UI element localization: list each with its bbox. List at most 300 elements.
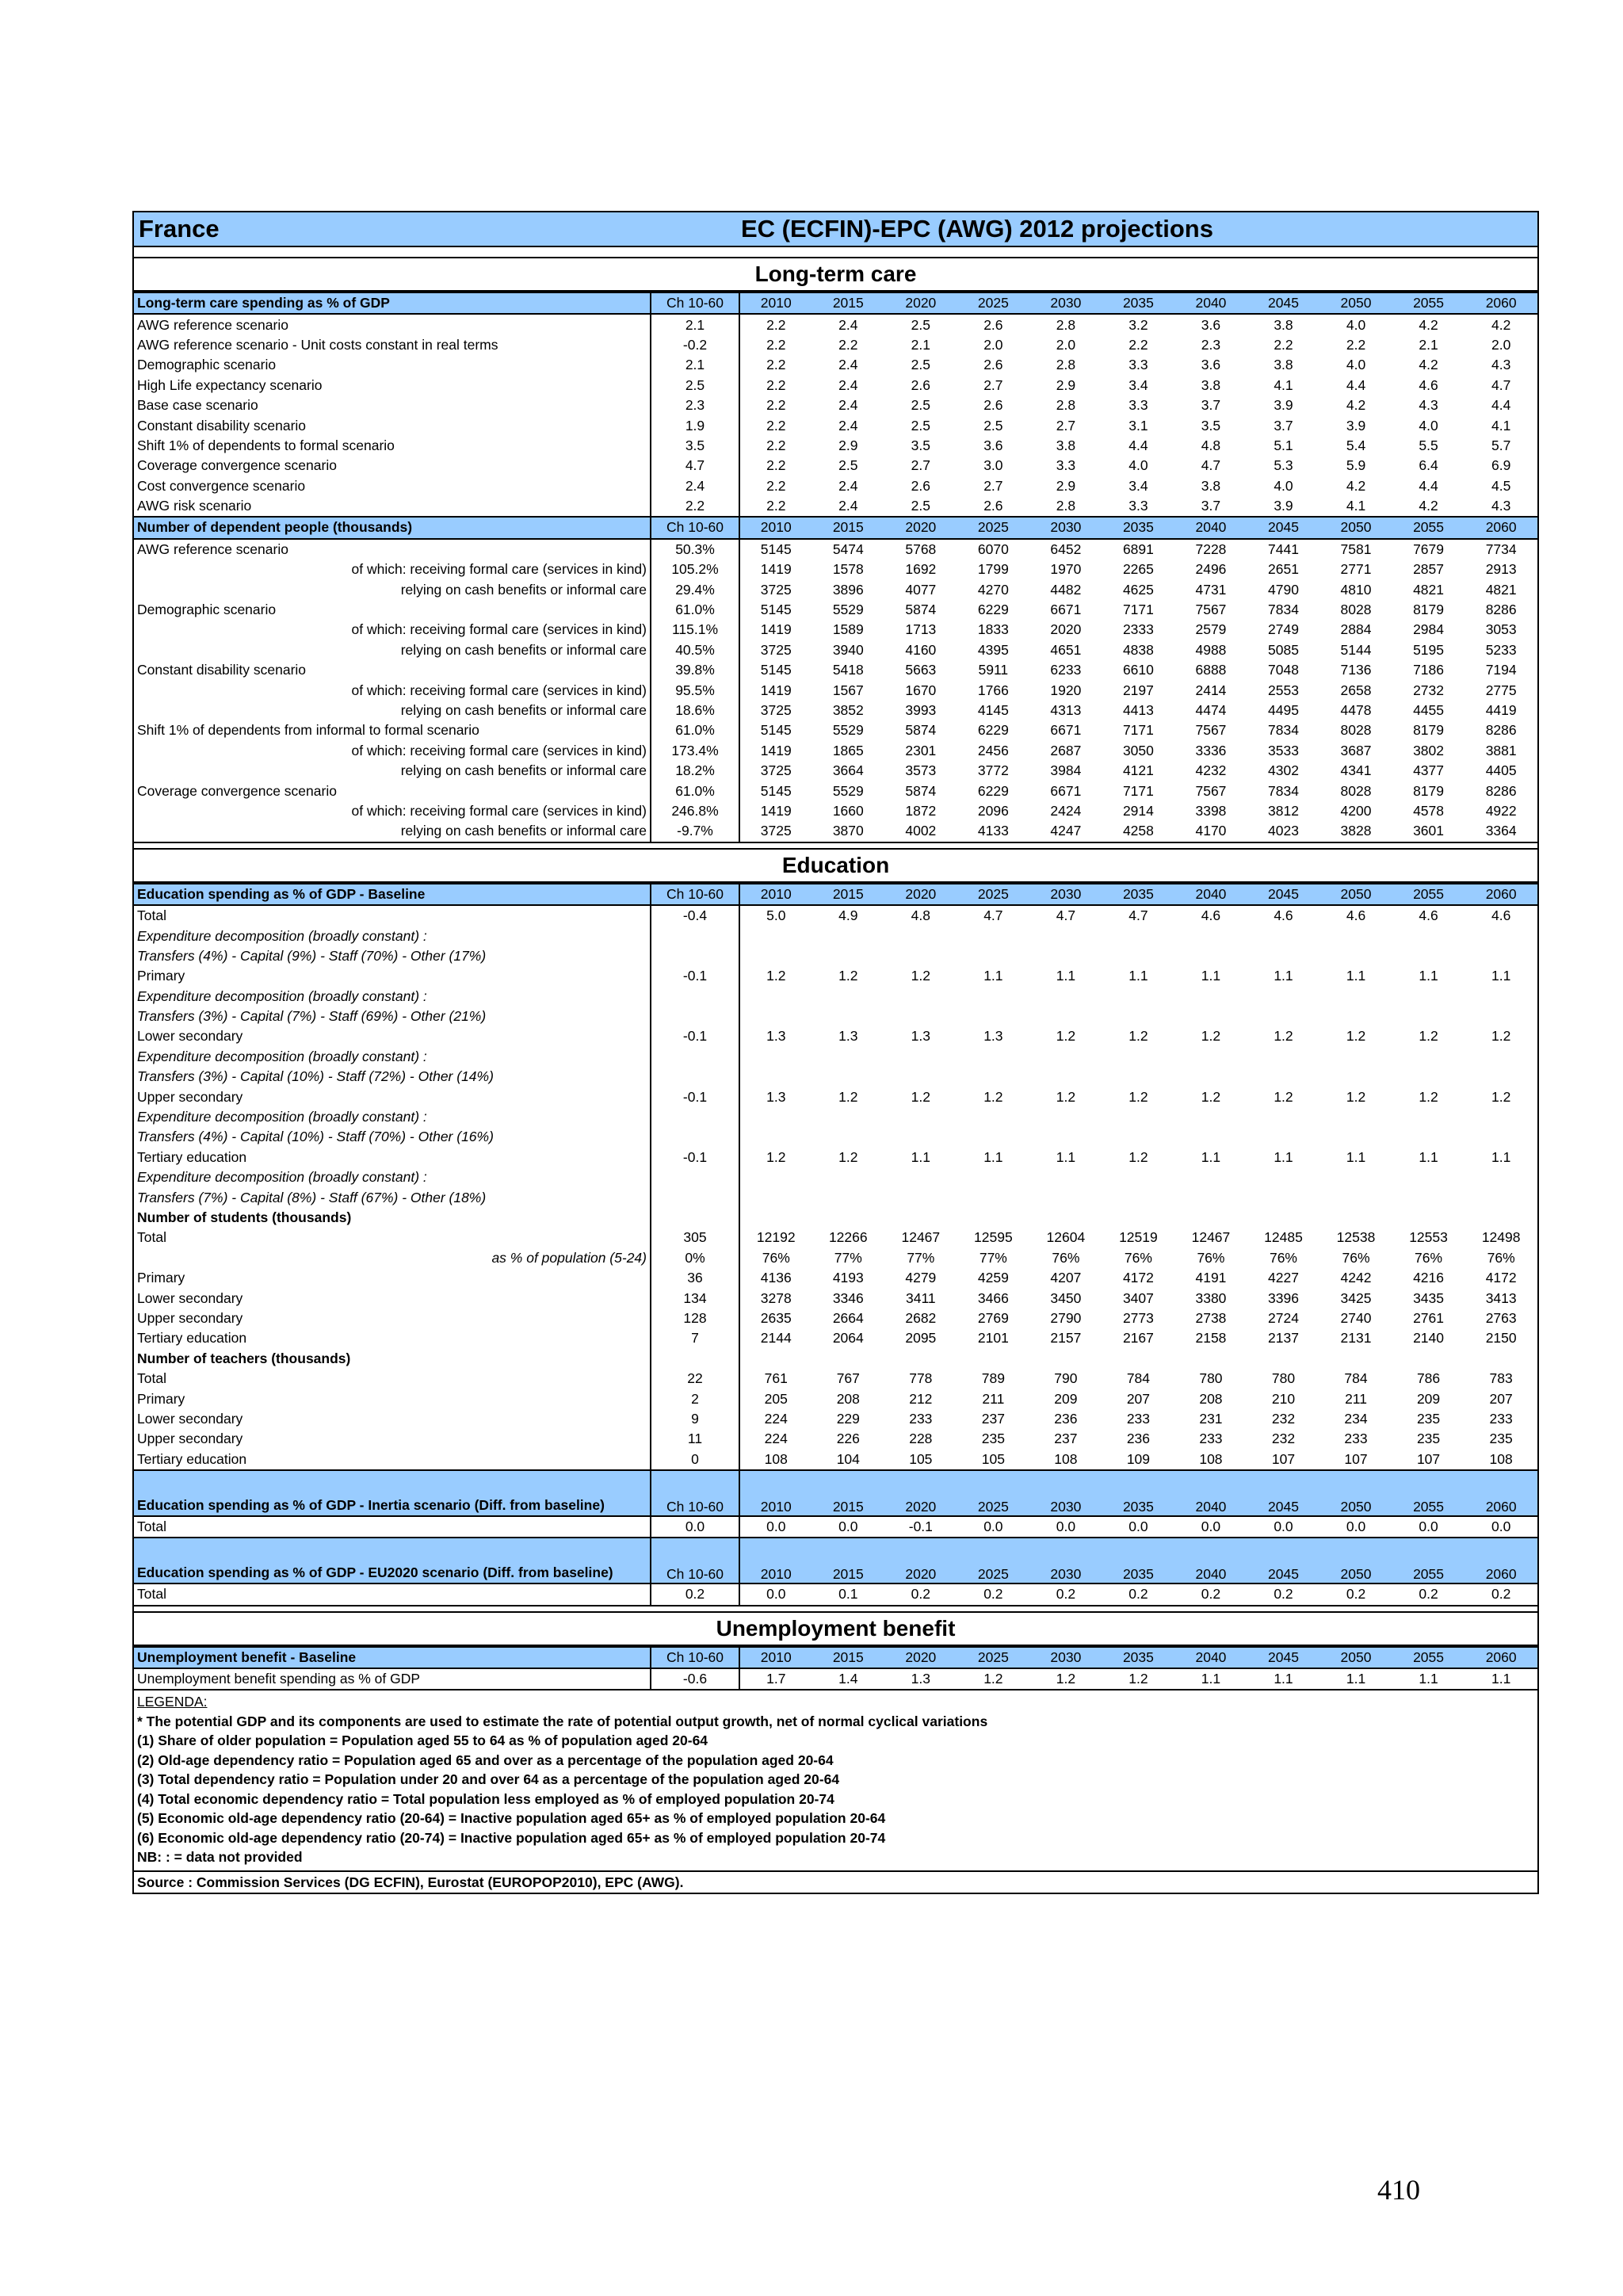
row-value [1174, 926, 1247, 946]
header-year: 2035 [1102, 517, 1175, 538]
section-education: Education [134, 850, 1537, 883]
row-change: -0.1 [651, 966, 739, 986]
row-value: 4395 [977, 641, 1009, 658]
row-value [1465, 1107, 1537, 1127]
row-value [1465, 1167, 1537, 1187]
row-value: 5145 [760, 602, 792, 618]
row-label: Upper secondary [134, 1308, 651, 1328]
row-value [884, 1187, 957, 1207]
header-year: 2025 [957, 517, 1030, 538]
row-value [1465, 946, 1537, 966]
row-change [651, 926, 739, 946]
row-value: 4.7 [1128, 907, 1148, 924]
row-value: 2.2 [766, 397, 786, 414]
row-value [957, 987, 1030, 1007]
row-value: 3.3 [1128, 498, 1148, 514]
row-value: 3852 [832, 702, 864, 718]
header-year: 2040 [1174, 1647, 1247, 1668]
row-value [1247, 1107, 1320, 1127]
row-value: 108 [1199, 1450, 1223, 1467]
row-value: 4279 [905, 1270, 937, 1286]
row-value: 4.2 [1491, 316, 1511, 333]
row-value: 4821 [1485, 581, 1517, 598]
table-row [134, 1007, 1537, 1026]
table-row [134, 376, 1537, 395]
row-change: 22 [651, 1369, 739, 1389]
row-value: 790 [1054, 1370, 1078, 1387]
row-value: 3.6 [983, 437, 1003, 453]
header-year: 2015 [812, 1470, 885, 1516]
header-year: 2015 [812, 1647, 885, 1668]
row-value: 0.2 [1102, 1584, 1175, 1605]
row-value: 1419 [760, 802, 792, 819]
header-year: 2050 [1319, 1538, 1392, 1584]
row-value: 4.2 [1419, 498, 1438, 514]
row-value: 1.2 [1056, 1088, 1076, 1105]
row-value: 5911 [978, 662, 1009, 678]
row-value: 3.6 [1201, 357, 1221, 373]
row-label: Primary [134, 1389, 651, 1408]
row-value: 107 [1271, 1450, 1296, 1467]
row-value: 4405 [1485, 762, 1517, 779]
table-row [134, 456, 1537, 476]
row-value: 2.3 [1201, 336, 1221, 353]
row-change: 0.0 [651, 1516, 739, 1538]
row-value: 3364 [1465, 821, 1537, 842]
row-value: 4.9 [838, 907, 858, 924]
row-value [1247, 1047, 1320, 1067]
row-change: 36 [651, 1268, 739, 1288]
row-value: 226 [836, 1431, 860, 1447]
row-value: 4821 [1413, 581, 1445, 598]
row-value [957, 1167, 1030, 1187]
row-value: 3278 [760, 1289, 792, 1306]
header-year: 2040 [1174, 292, 1247, 314]
table-row [134, 801, 1537, 821]
row-value: 108 [1054, 1450, 1078, 1467]
row-value: 2167 [1122, 1330, 1154, 1347]
row-change: 4.7 [651, 456, 739, 476]
table-row [134, 781, 1537, 800]
row-label: Upper secondary [134, 1429, 651, 1449]
header-label: Long-term care spending as % of GDP [134, 292, 651, 314]
row-label: Tertiary education [134, 1148, 651, 1167]
row-value: 4.4 [1419, 477, 1438, 494]
header-year: 2060 [1465, 1538, 1537, 1584]
row-value: 212 [909, 1390, 933, 1407]
row-value: 2.2 [766, 437, 786, 453]
table-row [134, 660, 1537, 680]
row-value: 4.2 [1346, 477, 1366, 494]
row-value: 231 [1199, 1410, 1223, 1427]
row-value: 1.1 [1201, 968, 1221, 984]
row-value: 0.0 [983, 1519, 1003, 1535]
row-value: 4.0 [1346, 357, 1366, 373]
row-value: 12467 [901, 1229, 941, 1246]
table-row [134, 1087, 1537, 1106]
row-value: 3.7 [1201, 397, 1221, 414]
row-value: 5233 [1485, 641, 1517, 658]
row-value: 4121 [1122, 762, 1154, 779]
header-year: 2060 [1465, 1647, 1537, 1668]
row-label: Total [134, 1228, 651, 1247]
row-value: 1.3 [766, 1028, 786, 1045]
row-value: 7679 [1413, 541, 1445, 557]
row-value: 2.2 [1274, 336, 1293, 353]
row-value: 1.2 [1419, 1088, 1438, 1105]
row-value [1319, 1349, 1392, 1369]
row-label: Number of students (thousands) [134, 1208, 651, 1228]
header-year: 2030 [1029, 1647, 1102, 1668]
row-value: 105 [909, 1450, 933, 1467]
row-value [957, 1007, 1030, 1026]
header-year: 2040 [1174, 517, 1247, 538]
row-value [1174, 1187, 1247, 1207]
row-value: 786 [1416, 1370, 1441, 1387]
header-year: 2055 [1392, 292, 1465, 314]
row-value: 2664 [832, 1309, 864, 1326]
row-label: Expenditure decomposition (broadly constant) : [134, 1167, 651, 1187]
row-change: -0.1 [651, 1087, 739, 1106]
row-value: 7567 [1195, 602, 1227, 618]
row-value: 4.3 [1491, 498, 1511, 514]
row-value [1174, 1107, 1247, 1127]
header-year: 2015 [812, 292, 885, 314]
header-year: 2060 [1465, 517, 1537, 538]
row-value: 3425 [1340, 1289, 1372, 1306]
row-value: -0.1 [908, 1519, 933, 1535]
row-value: 5195 [1413, 641, 1445, 658]
row-value: 4.1 [1274, 376, 1293, 393]
header-year: 2020 [884, 884, 957, 905]
row-value: 4810 [1340, 581, 1372, 598]
row-value: 3725 [760, 702, 792, 718]
row-value: 3601 [1392, 821, 1465, 842]
row-value: 7834 [1268, 782, 1299, 799]
row-label: Upper secondary [134, 1087, 651, 1106]
row-value: 4.5 [1491, 477, 1511, 494]
table-row [134, 1429, 1537, 1449]
table-row [134, 761, 1537, 781]
row-value [1102, 926, 1175, 946]
row-label: Total [134, 1516, 651, 1538]
row-value: 1.2 [911, 968, 930, 984]
row-value: 4.6 [1419, 907, 1438, 924]
row-value [1392, 1349, 1465, 1369]
row-value: 4.8 [911, 907, 930, 924]
row-change: 134 [651, 1288, 739, 1308]
row-value: 1.2 [1128, 1088, 1148, 1105]
row-value: 5.5 [1419, 437, 1438, 453]
row-value: 1.2 [1419, 1028, 1438, 1045]
row-value: 1.2 [766, 1148, 786, 1165]
row-value: 4.4 [1128, 437, 1148, 453]
unemployment-table [134, 1646, 1537, 1691]
row-value [1174, 1208, 1247, 1228]
row-value: 2773 [1122, 1309, 1154, 1326]
row-value [1174, 946, 1247, 966]
row-value: 8179 [1413, 722, 1445, 739]
row-value: 4.6 [1274, 907, 1293, 924]
row-value [1392, 1187, 1465, 1207]
header-year: 2020 [884, 292, 957, 314]
table-row [134, 1107, 1537, 1127]
row-value [1319, 1067, 1392, 1087]
row-value [1319, 946, 1392, 966]
row-value: 2.2 [766, 477, 786, 494]
row-change: 246.8% [651, 801, 739, 821]
table-row [134, 1127, 1537, 1147]
header-change: Ch 10-60 [651, 1538, 739, 1584]
row-value: 2.4 [838, 316, 858, 333]
row-value: 1.1 [1056, 1148, 1076, 1165]
row-value: 4302 [1268, 762, 1299, 779]
row-value: 0.2 [957, 1584, 1030, 1605]
header-label: Education spending as % of GDP - Baseline [134, 884, 651, 905]
row-value: 12485 [1264, 1229, 1303, 1246]
row-value: 2.2 [766, 316, 786, 333]
row-value: 233 [1199, 1431, 1223, 1447]
row-value [739, 1127, 812, 1147]
row-value: 3533 [1268, 742, 1299, 758]
row-value: 3413 [1485, 1289, 1517, 1306]
row-value: 1.4 [812, 1668, 885, 1690]
row-value: 4136 [760, 1270, 792, 1286]
projection-sheet [132, 211, 1539, 1894]
row-label: of which: receiving formal care (services in kind) [134, 801, 651, 821]
row-value: 3.0 [983, 457, 1003, 474]
row-change: 61.0% [651, 720, 739, 740]
legend-title: LEGENDA: [137, 1694, 208, 1710]
header-year: 2015 [812, 1538, 885, 1584]
row-change [651, 1127, 739, 1147]
row-value: 4455 [1413, 702, 1445, 718]
table-row [134, 1516, 1537, 1538]
row-value: 5663 [905, 662, 937, 678]
row-value: 2.7 [1056, 417, 1076, 434]
row-value: 1.3 [766, 1088, 786, 1105]
row-value: 210 [1271, 1390, 1296, 1407]
row-value: 1766 [977, 682, 1009, 698]
row-value: 3.5 [911, 437, 930, 453]
row-value [884, 1127, 957, 1147]
row-change: 0% [651, 1248, 739, 1268]
row-value: 235 [1489, 1431, 1513, 1447]
row-value [1102, 1007, 1175, 1026]
header-year: 2035 [1102, 884, 1175, 905]
row-value: 4578 [1413, 802, 1445, 819]
row-label: Transfers (4%) - Capital (10%) - Staff (70%) - Other (16%) [134, 1127, 651, 1147]
row-value: 2.5 [911, 498, 930, 514]
row-value: 1.1 [983, 968, 1003, 984]
row-value: 1.1 [1319, 1668, 1392, 1690]
row-value [884, 1107, 957, 1127]
education-eu2020-header [134, 1538, 1537, 1584]
row-value [1174, 1007, 1247, 1026]
row-label: Coverage convergence scenario [134, 456, 651, 476]
row-value: 6671 [1050, 602, 1082, 618]
row-value: 2738 [1195, 1309, 1227, 1326]
row-value: 2.8 [1056, 316, 1076, 333]
row-value [1102, 1067, 1175, 1087]
header-year: 2030 [1029, 292, 1102, 314]
row-value: 2197 [1122, 682, 1154, 698]
row-value: 2.0 [983, 336, 1003, 353]
table-row [134, 1047, 1537, 1067]
row-value [1392, 926, 1465, 946]
row-value: 6233 [1050, 662, 1082, 678]
row-value: 2131 [1340, 1330, 1372, 1347]
row-value: 1.2 [1201, 1088, 1221, 1105]
row-value: 207 [1489, 1390, 1513, 1407]
row-value: 237 [981, 1410, 1005, 1427]
row-change: 2.5 [651, 376, 739, 395]
row-value: 3828 [1319, 821, 1392, 842]
row-value: 12498 [1481, 1229, 1521, 1246]
header-change: Ch 10-60 [651, 517, 739, 538]
row-value [1174, 1127, 1247, 1147]
row-value: 2020 [1050, 621, 1082, 638]
row-value [1029, 987, 1102, 1007]
row-label: relying on cash benefits or informal care [134, 761, 651, 781]
row-value: 1.1 [1174, 1668, 1247, 1690]
row-value: 2.2 [1346, 336, 1366, 353]
row-value: 4838 [1122, 641, 1154, 658]
row-value: 3940 [832, 641, 864, 658]
row-value: 236 [1054, 1410, 1078, 1427]
row-value: 12604 [1046, 1229, 1086, 1246]
row-value: 209 [1416, 1390, 1441, 1407]
row-value: 1692 [905, 561, 937, 578]
row-value: 76% [762, 1249, 790, 1266]
table-row [134, 1268, 1537, 1288]
row-value: 3.8 [1201, 376, 1221, 393]
row-value: 3573 [905, 762, 937, 779]
row-value: 2.0 [1056, 336, 1076, 353]
row-value: 2553 [1268, 682, 1299, 698]
row-value: 3993 [905, 702, 937, 718]
row-value [812, 1167, 885, 1187]
sheet-header [134, 212, 1537, 247]
header-year: 2015 [812, 517, 885, 538]
row-value: 2579 [1195, 621, 1227, 638]
row-label: Number of teachers (thousands) [134, 1349, 651, 1369]
row-label: Primary [134, 966, 651, 986]
table-row [134, 1409, 1537, 1429]
row-value: 77% [979, 1249, 1007, 1266]
table-row [134, 1026, 1537, 1046]
row-value: 228 [909, 1431, 933, 1447]
row-value: 1.2 [1491, 1028, 1511, 1045]
row-value: 0.0 [766, 1519, 786, 1535]
row-value: 5145 [760, 722, 792, 739]
row-change: 0 [651, 1449, 739, 1469]
row-value: 6452 [1050, 541, 1082, 557]
row-value: 2.8 [1056, 498, 1076, 514]
row-value: 2096 [977, 802, 1009, 819]
row-value: 5874 [905, 782, 937, 799]
row-change: -0.4 [651, 905, 739, 926]
row-value: 0.0 [1056, 1519, 1076, 1535]
row-value: 8179 [1413, 602, 1445, 618]
row-value [1029, 1047, 1102, 1067]
row-change [651, 1047, 739, 1067]
row-value: 4242 [1340, 1270, 1372, 1286]
row-value: 6610 [1122, 662, 1154, 678]
table-row [134, 395, 1537, 415]
row-value: 7734 [1485, 541, 1517, 557]
header-year: 2050 [1319, 1470, 1392, 1516]
row-value: 5529 [832, 602, 864, 618]
section-long-term-care: Long-term care [134, 258, 1537, 292]
row-value: 1670 [905, 682, 937, 698]
table-row [134, 1584, 1537, 1605]
table-row [134, 905, 1537, 926]
row-value: 3.9 [1274, 498, 1293, 514]
row-value: 2.2 [766, 357, 786, 373]
row-value: 5145 [760, 541, 792, 557]
row-value: 2265 [1122, 561, 1154, 578]
row-value [884, 1349, 957, 1369]
row-label: as % of population (5-24) [134, 1248, 651, 1268]
row-value: 3725 [739, 821, 812, 842]
row-value: 1419 [760, 682, 792, 698]
row-value: 4988 [1195, 641, 1227, 658]
row-value: 4170 [1174, 821, 1247, 842]
row-label: AWG reference scenario [134, 314, 651, 334]
row-value [1319, 1208, 1392, 1228]
table-row [134, 680, 1537, 700]
row-value: 1.1 [1346, 968, 1366, 984]
header-year: 2030 [1029, 1470, 1102, 1516]
row-change [651, 1107, 739, 1127]
legend-line: (2) Old-age dependency ratio = Population aged 65 and over as a percentage of the population aged 20-64 [137, 1752, 834, 1768]
row-value: 1.3 [884, 1668, 957, 1690]
row-value: 0.0 [1274, 1519, 1293, 1535]
row-value: 8028 [1340, 602, 1372, 618]
row-value: 1.1 [1128, 968, 1148, 984]
row-value: 3812 [1268, 802, 1299, 819]
row-value: 1.7 [739, 1668, 812, 1690]
row-value: 1419 [760, 561, 792, 578]
row-value: 5874 [905, 602, 937, 618]
row-value: 0.0 [1128, 1519, 1148, 1535]
header-label: Education spending as % of GDP - EU2020 scenario (Diff. from baseline) [134, 1538, 651, 1584]
row-value: 77% [834, 1249, 862, 1266]
row-value: 1.2 [1346, 1088, 1366, 1105]
row-value: 7171 [1122, 782, 1154, 799]
row-value: 3380 [1195, 1289, 1227, 1306]
row-change [651, 987, 739, 1007]
row-value: 211 [1345, 1390, 1367, 1407]
row-value [1392, 1047, 1465, 1067]
row-value: 229 [836, 1410, 860, 1427]
row-value [1029, 1127, 1102, 1147]
row-value: 4.4 [1346, 376, 1366, 393]
row-value: 3725 [760, 762, 792, 779]
table-row [134, 620, 1537, 640]
row-label: Tertiary education [134, 1449, 651, 1469]
row-value: 76% [1487, 1249, 1515, 1266]
row-value: 209 [1054, 1390, 1078, 1407]
row-value: 5.7 [1491, 437, 1511, 453]
row-value: 4.6 [1201, 907, 1221, 924]
row-value: 2.0 [1491, 336, 1511, 353]
row-value [1392, 1208, 1465, 1228]
row-label: of which: receiving formal care (services in kind) [134, 741, 651, 761]
row-value [1102, 1349, 1175, 1369]
table-row [134, 335, 1537, 355]
